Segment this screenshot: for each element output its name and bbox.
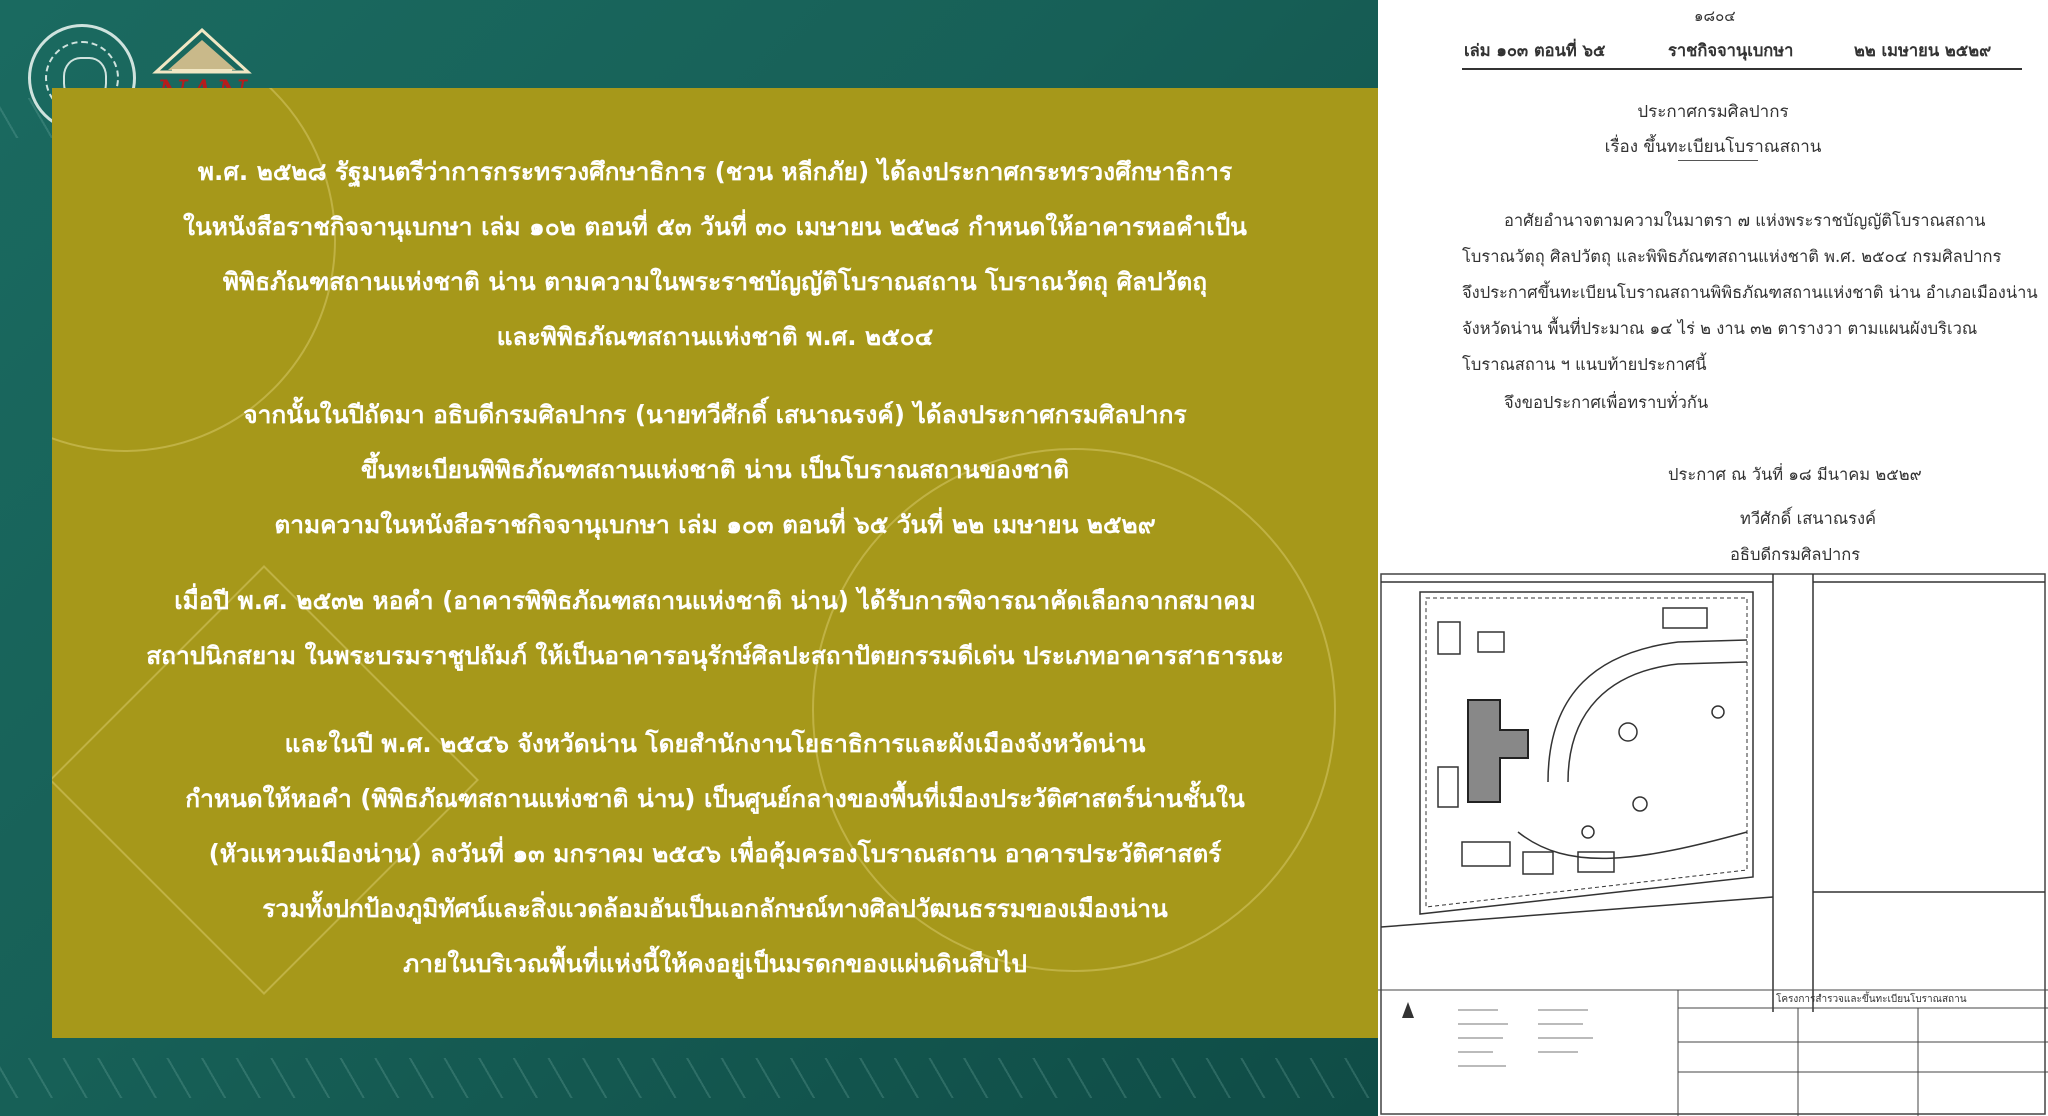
paragraph-line: ภายในบริเวณพื้นที่แห่งนี้ให้คงอยู่เป็นมรดกของแผ่นดินสืบไป: [403, 949, 1027, 978]
paragraph-line: ตามความในหนังสือราชกิจจานุเบกษา เล่ม ๑๐๓ ตอนที่ ๖๕ วันที่ ๒๒ เมษายน ๒๕๒๙: [274, 510, 1156, 539]
paragraph-2: [52, 387, 1378, 552]
paragraph-line: และในปี พ.ศ. ๒๕๔๖ จังหวัดน่าน โดยสำนักงานโยธาธิการและผังเมืองจังหวัดน่าน: [284, 729, 1146, 758]
paragraph-line: จากนั้นในปีถัดมา อธิบดีกรมศิลปากร (นายทวีศักดิ์ เสนาณรงค์) ได้ลงประกาศกรมศิลปากร: [243, 400, 1187, 429]
doc-body-line: อาศัยอำนาจตามความในมาตรา ๗ แห่งพระราชบัญญัติโบราณสถาน: [1504, 211, 1986, 230]
paragraph-line: รวมทั้งปกป้องภูมิทัศน์และสิ่งแวดล้อมอันเป็นเอกลักษณ์ทางศิลปวัฒนธรรมของเมืองน่าน: [262, 894, 1168, 923]
paragraph-line: พิพิธภัณฑสถานแห่งชาติ น่าน ตามความในพระราชบัญญัติโบราณสถาน โบราณวัตถุ ศิลปวัตถุ: [222, 267, 1208, 296]
paragraph-line: พ.ศ. ๒๕๒๘ รัฐมนตรีว่าการกระทรวงศึกษาธิการ (ชวน หลีกภัย) ได้ลงประกาศกระทรวงศึกษาธิการ: [197, 157, 1233, 186]
north-arrow-icon: [1402, 1002, 1414, 1018]
gazette-document-scan: [1378, 0, 2048, 1116]
text-panel: [52, 88, 1378, 1038]
paragraph-line: เมื่อปี พ.ศ. ๒๕๓๒ หอคำ (อาคารพิพิธภัณฑสถานแห่งชาติ น่าน) ได้รับการพิจารณาคัดเลือกจากสมาคม: [174, 586, 1256, 615]
paragraph-line: สถาปนิกสยาม ในพระบรมราชูปถัมภ์ ให้เป็นอาคารอนุรักษ์ศิลปะสถาปัตยกรรมดีเด่น ประเภทอาคารสาธารณะ: [146, 641, 1284, 670]
doc-plan-title: โครงการสำรวจและขึ้นทะเบียนโบราณสถาน: [1776, 994, 1967, 1005]
doc-header-rule: [1462, 68, 2022, 70]
paragraph-4: [52, 716, 1378, 991]
paragraph-line: และพิพิธภัณฑสถานแห่งชาติ พ.ศ. ๒๕๐๔: [496, 322, 934, 351]
doc-signer-title: อธิบดีกรมศิลปากร: [1730, 545, 1861, 564]
doc-body-line: จึงประกาศขึ้นทะเบียนโบราณสถานพิพิธภัณฑสถานแห่งชาติ น่าน อำเภอเมืองน่าน: [1462, 283, 2038, 302]
doc-body-line: โบราณสถาน ฯ แนบท้ายประกาศนี้: [1462, 355, 1707, 374]
doc-header-right: ๒๒ เมษายน ๒๕๒๙: [1854, 41, 1992, 60]
doc-title: ประกาศกรมศิลปากร: [1637, 102, 1789, 122]
roof-icon: [152, 26, 252, 76]
doc-title-rule: [1678, 160, 1758, 161]
doc-subject: เรื่อง ขึ้นทะเบียนโบราณสถาน: [1604, 137, 1822, 157]
paragraph-line: กำหนดให้หอคำ (พิพิธภัณฑสถานแห่งชาติ น่าน) เป็นศูนย์กลางของพื้นที่เมืองประวัติศาสตร์น่านชั้นใน: [185, 784, 1245, 813]
paragraph-line: ในหนังสือราชกิจจานุเบกษา เล่ม ๑๐๒ ตอนที่ ๕๓ วันที่ ๓๐ เมษายน ๒๕๒๘ กำหนดให้อาคารหอคำเป็น: [183, 212, 1247, 241]
doc-announce-date: ประกาศ ณ วันที่ ๑๘ มีนาคม ๒๕๒๙: [1668, 465, 1922, 484]
doc-signer: ทวีศักดิ์ เสนาณรงค์: [1740, 509, 1877, 528]
doc-page-number: ๑๘๐๔: [1694, 7, 1736, 25]
paragraph-line: ขึ้นทะเบียนพิพิธภัณฑสถานแห่งชาติ น่าน เป็นโบราณสถานของชาติ: [360, 455, 1070, 484]
site-plan-map: [1378, 572, 2048, 1116]
doc-body-line: จึงขอประกาศเพื่อทราบทั่วกัน: [1504, 393, 1709, 412]
doc-header-center: ราชกิจจานุเบกษา: [1668, 41, 1794, 60]
doc-header-left: เล่ม ๑๐๓ ตอนที่ ๖๕: [1464, 41, 1606, 60]
paragraph-1: [52, 144, 1378, 364]
pattern-band-bottom: [0, 1058, 1378, 1098]
doc-body-line: โบราณวัตถุ ศิลปวัตถุ และพิพิธภัณฑสถานแห่งชาติ พ.ศ. ๒๕๐๔ กรมศิลปากร: [1462, 247, 2002, 266]
doc-body-line: จังหวัดน่าน พื้นที่ประมาณ ๑๔ ไร่ ๒ งาน ๓๒ ตารางวา ตามแผนผังบริเวณ: [1462, 319, 1978, 338]
paragraph-line: (หัวแหวนเมืองน่าน) ลงวันที่ ๑๓ มกราคม ๒๕๔๖ เพื่อคุ้มครองโบราณสถาน อาคารประวัติศาสตร์: [208, 839, 1222, 868]
paragraph-3: [52, 573, 1378, 683]
